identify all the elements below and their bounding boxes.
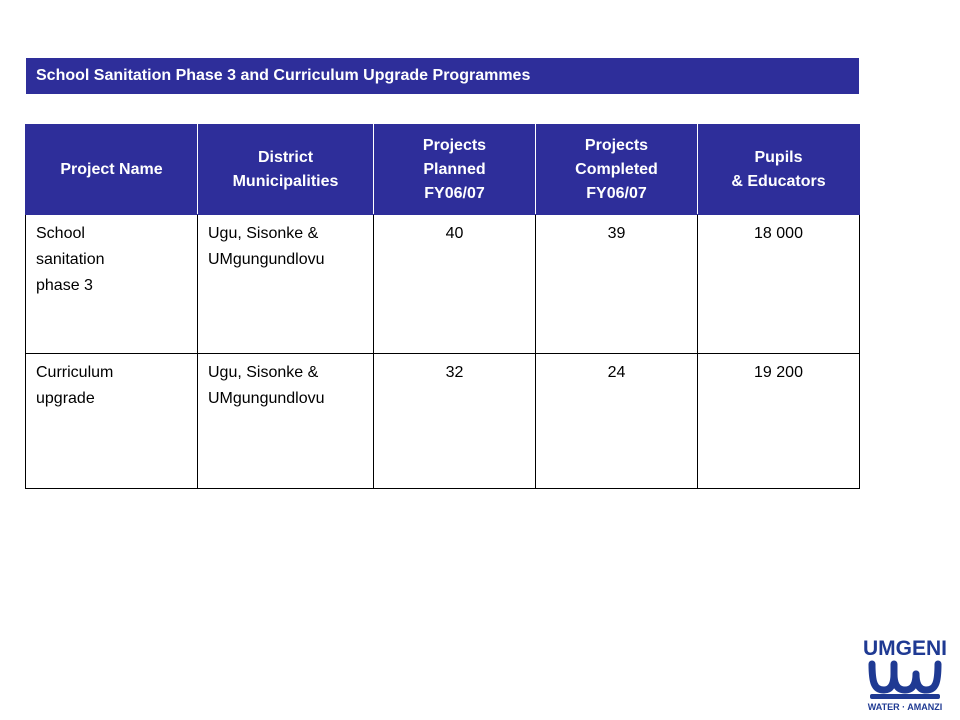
header-project-name (26, 125, 198, 215)
cell-districts (198, 354, 374, 489)
cell-line: UMgungundlovu (208, 390, 325, 407)
water-waves-icon (868, 660, 942, 700)
page-title: School Sanitation Phase 3 and Curriculum Upgrade Programmes (26, 58, 859, 94)
cell-line: School (36, 225, 85, 242)
header-line: District (257, 148, 314, 166)
cell-pupils: 19 200 (698, 354, 860, 489)
header-district-municipalities (198, 125, 374, 215)
cell-line: sanitation (36, 251, 105, 268)
header-line: & Educators (731, 172, 826, 190)
cell-planned: 40 (374, 215, 536, 354)
header-projects-completed (536, 125, 698, 215)
cell-completed: 24 (536, 354, 698, 489)
header-line: Projects (584, 136, 649, 154)
cell-line: UMgungundlovu (208, 251, 325, 268)
table-row (26, 215, 860, 354)
cell-line: upgrade (36, 390, 95, 407)
header-line: Projects (422, 136, 487, 154)
header-line: Project Name (60, 160, 163, 178)
header-pupils-educators (698, 125, 860, 215)
cell-planned: 32 (374, 354, 536, 489)
cell-completed: 39 (536, 215, 698, 354)
logo-name: UMGENI (863, 637, 947, 660)
cell-line: Ugu, Sisonke & (208, 364, 319, 381)
header-line: Planned (423, 160, 486, 178)
cell-districts (198, 215, 374, 354)
cell-project-name (26, 215, 198, 354)
header-line: Municipalities (232, 172, 339, 190)
projects-table (25, 124, 860, 489)
cell-line: Curriculum (36, 364, 114, 381)
header-line: Completed (575, 160, 658, 178)
cell-line: phase 3 (36, 277, 93, 294)
header-line: FY06/07 (586, 184, 647, 202)
logo-tagline: WATER · AMANZI (867, 702, 943, 712)
cell-pupils: 18 000 (698, 215, 860, 354)
cell-line: Ugu, Sisonke & (208, 225, 319, 242)
header-line: Pupils (754, 148, 803, 166)
umgeni-logo (860, 638, 950, 716)
header-projects-planned (374, 125, 536, 215)
table-header-row (26, 125, 860, 215)
header-line: FY06/07 (424, 184, 485, 202)
table-row (26, 354, 860, 489)
cell-project-name (26, 354, 198, 489)
